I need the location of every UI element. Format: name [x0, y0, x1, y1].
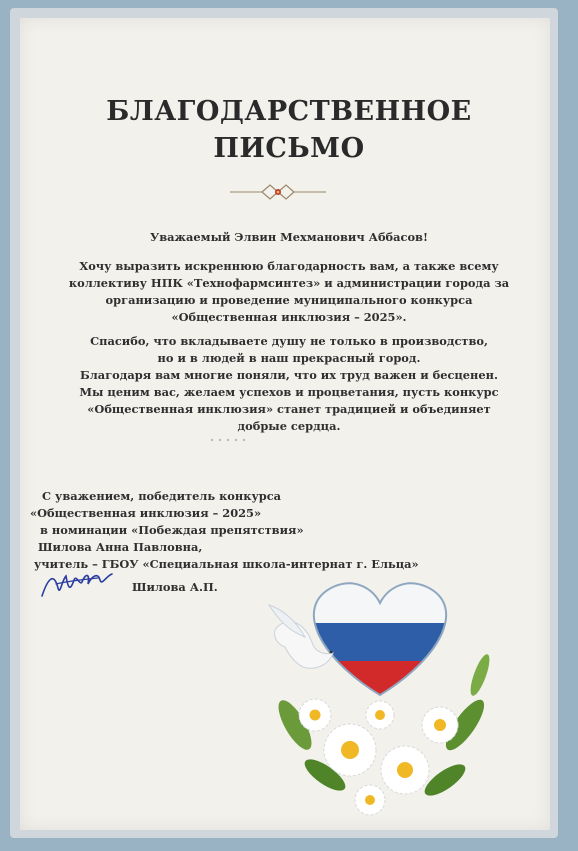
paragraph-line: добрые сердца. [237, 419, 341, 433]
paragraph-line: Благодаря вам многие поняли, что их труд важен и бесценен. [80, 368, 498, 382]
heart-dove-flowers-illustration [255, 575, 505, 825]
signature-line: «Общественная инклюзия – 2025» [30, 506, 262, 520]
paragraph-line: организацию и проведение муниципального конкурса [105, 293, 473, 307]
handwritten-signature-icon [38, 558, 118, 606]
paragraph-thanks [0, 258, 578, 326]
paragraph-line: «Общественная инклюзия» станет традицией и объединяет [87, 402, 491, 416]
signature-line: учитель – ГБОУ «Специальная школа-интернат г. Ельца» [34, 557, 419, 571]
paragraph-line: «Общественная инклюзия – 2025». [171, 310, 407, 324]
paragraph-line: Хочу выразить искреннюю благодарность вам, а также всему [79, 259, 499, 273]
letter-title-line2: ПИСЬМО [213, 133, 365, 164]
letter-title-line1: БЛАГОДАРСТВЕННОЕ [106, 96, 472, 127]
signature-short-name: Шилова А.П. [132, 580, 218, 594]
signature-line: в номинации «Побеждая препятствия» [40, 523, 304, 537]
paragraph-line: Спасибо, что вкладываете душу не только в производство, [90, 334, 488, 348]
daisy-flowers-icon [299, 699, 458, 815]
signature-line: С уважением, победитель конкурса [42, 489, 282, 503]
signature-line: Шилова Анна Павловна, [38, 540, 203, 554]
ornament-divider-icon [228, 181, 328, 203]
paragraph-line: Мы ценим вас, желаем успехов и процветания, пусть конкурс [79, 385, 499, 399]
paragraph-wishes [0, 333, 578, 435]
decorative-dots [208, 436, 248, 444]
greeting: Уважаемый Элвин Мехманович Аббасов! [150, 230, 428, 244]
paragraph-line: но и в людей в наш прекрасный город. [157, 351, 421, 365]
paragraph-line: коллективу НПК «Технофармсинтез» и администрации города за [68, 276, 510, 290]
